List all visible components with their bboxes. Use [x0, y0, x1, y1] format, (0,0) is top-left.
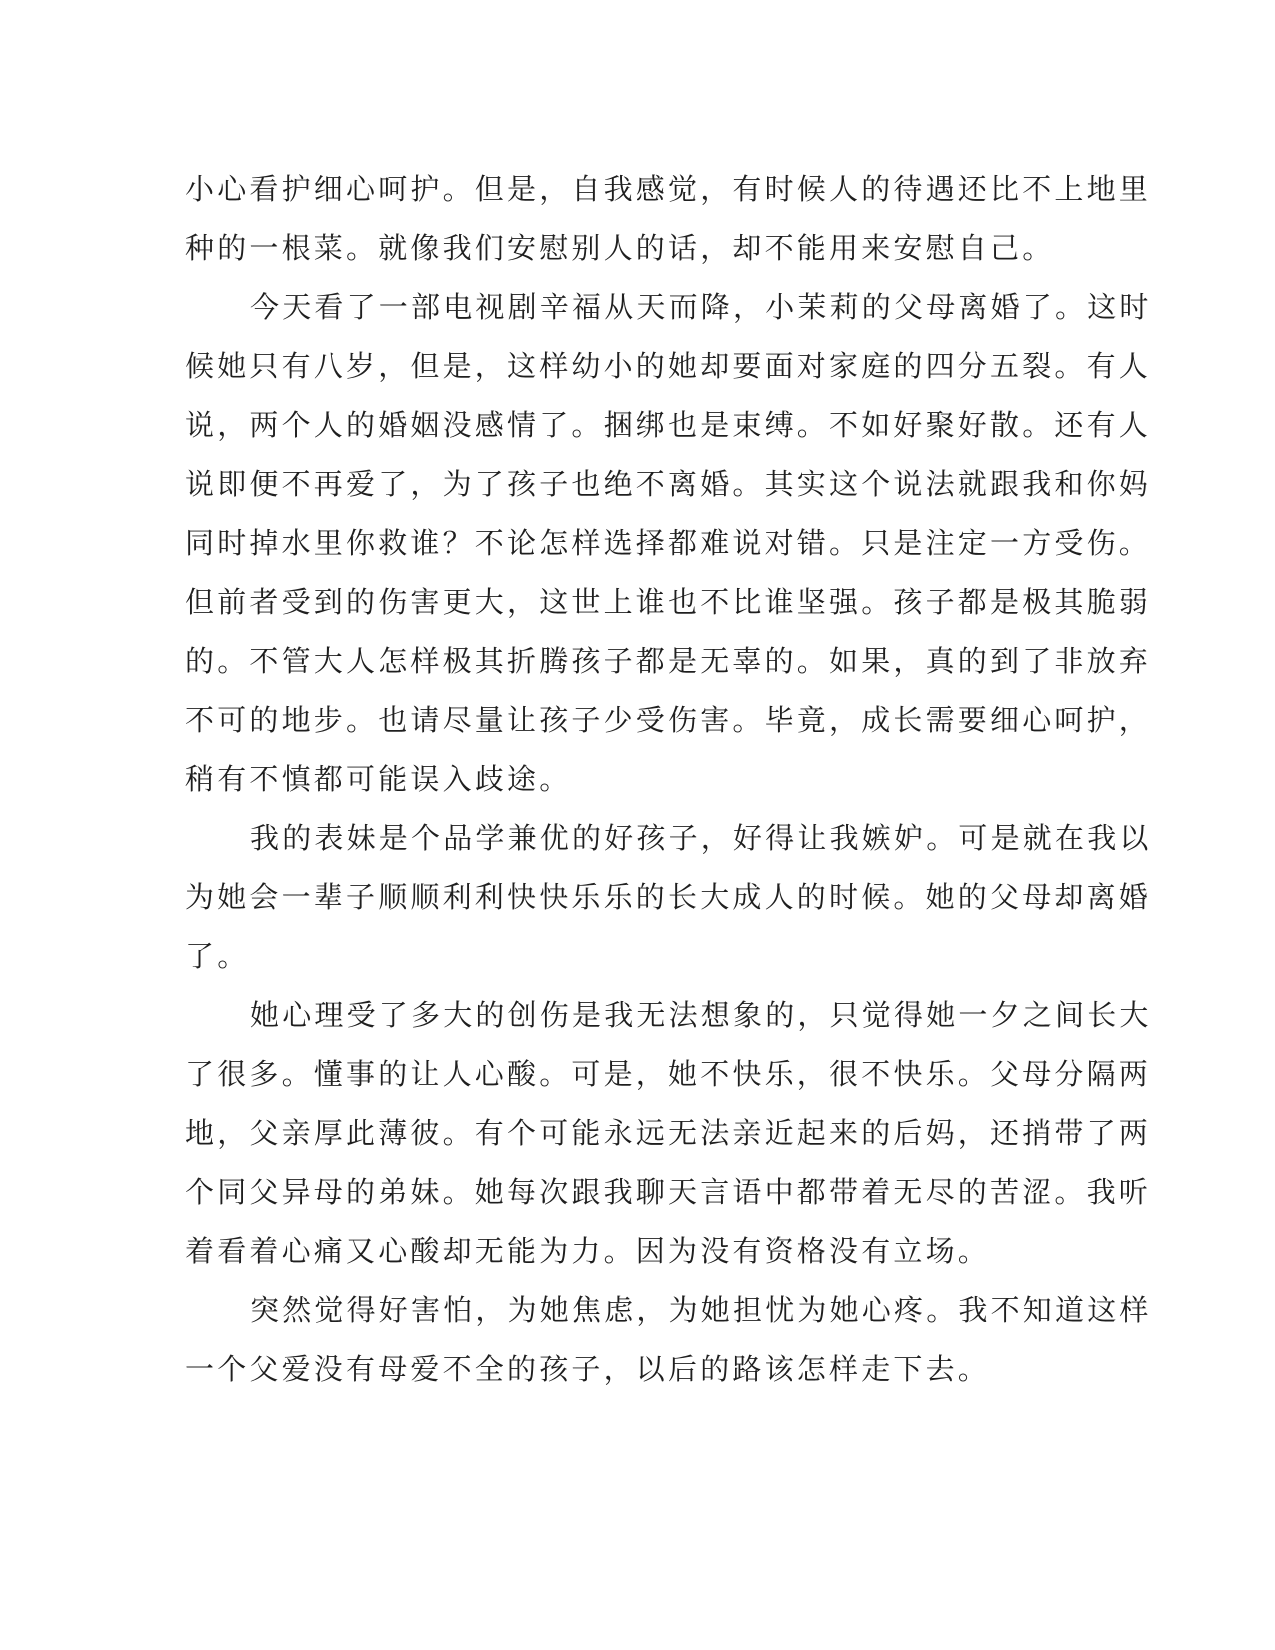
text-line: 同时掉水里你救谁？不论怎样选择都难说对错。只是注定一方受伤。 — [185, 526, 1152, 560]
text-line: 个同父异母的弟妹。她每次跟我聊天言语中都带着无尽的苦涩。我听 — [185, 1175, 1152, 1209]
text-line: 今天看了一部电视剧辛福从天而降，小茉莉的父母离婚了。这时 — [250, 290, 1152, 324]
paragraph-2 — [185, 278, 1152, 809]
paragraph-5 — [185, 1281, 1152, 1399]
text-line: 但前者受到的伤害更大，这世上谁也不比谁坚强。孩子都是极其脆弱 — [185, 585, 1152, 619]
document-body — [185, 160, 1152, 1399]
text-line: 了很多。懂事的让人心酸。可是，她不快乐，很不快乐。父母分隔两 — [185, 1057, 1152, 1091]
text-line: 说，两个人的婚姻没感情了。捆绑也是束缚。不如好聚好散。还有人 — [185, 408, 1152, 442]
text-line: 候她只有八岁，但是，这样幼小的她却要面对家庭的四分五裂。有人 — [185, 349, 1152, 383]
text-line: 稍有不慎都可能误入歧途。 — [185, 762, 572, 796]
text-line: 我的表妹是个品学兼优的好孩子，好得让我嫉妒。可是就在我以 — [250, 821, 1152, 855]
text-line: 她心理受了多大的创伤是我无法想象的，只觉得她一夕之间长大 — [250, 998, 1152, 1032]
text-line: 的。不管大人怎样极其折腾孩子都是无辜的。如果，真的到了非放弃 — [185, 644, 1152, 678]
paragraph-1 — [185, 160, 1152, 278]
paragraph-3 — [185, 809, 1152, 986]
text-line: 突然觉得好害怕，为她焦虑，为她担忧为她心疼。我不知道这样 — [250, 1293, 1152, 1327]
text-line: 说即便不再爱了，为了孩子也绝不离婚。其实这个说法就跟我和你妈 — [185, 467, 1152, 501]
text-line: 一个父爱没有母爱不全的孩子，以后的路该怎样走下去。 — [185, 1352, 991, 1386]
text-line: 了。 — [185, 939, 250, 973]
text-line: 地，父亲厚此薄彼。有个可能永远无法亲近起来的后妈，还捎带了两 — [185, 1116, 1152, 1150]
text-line: 小心看护细心呵护。但是，自我感觉，有时候人的待遇还比不上地里 — [185, 172, 1152, 206]
text-line: 不可的地步。也请尽量让孩子少受伤害。毕竟，成长需要细心呵护， — [185, 703, 1152, 737]
text-line: 着看着心痛又心酸却无能为力。因为没有资格没有立场。 — [185, 1234, 991, 1268]
paragraph-4 — [185, 986, 1152, 1281]
text-line: 为她会一辈子顺顺利利快快乐乐的长大成人的时候。她的父母却离婚 — [185, 880, 1152, 914]
text-line: 种的一根菜。就像我们安慰别人的话，却不能用来安慰自己。 — [185, 231, 1055, 265]
